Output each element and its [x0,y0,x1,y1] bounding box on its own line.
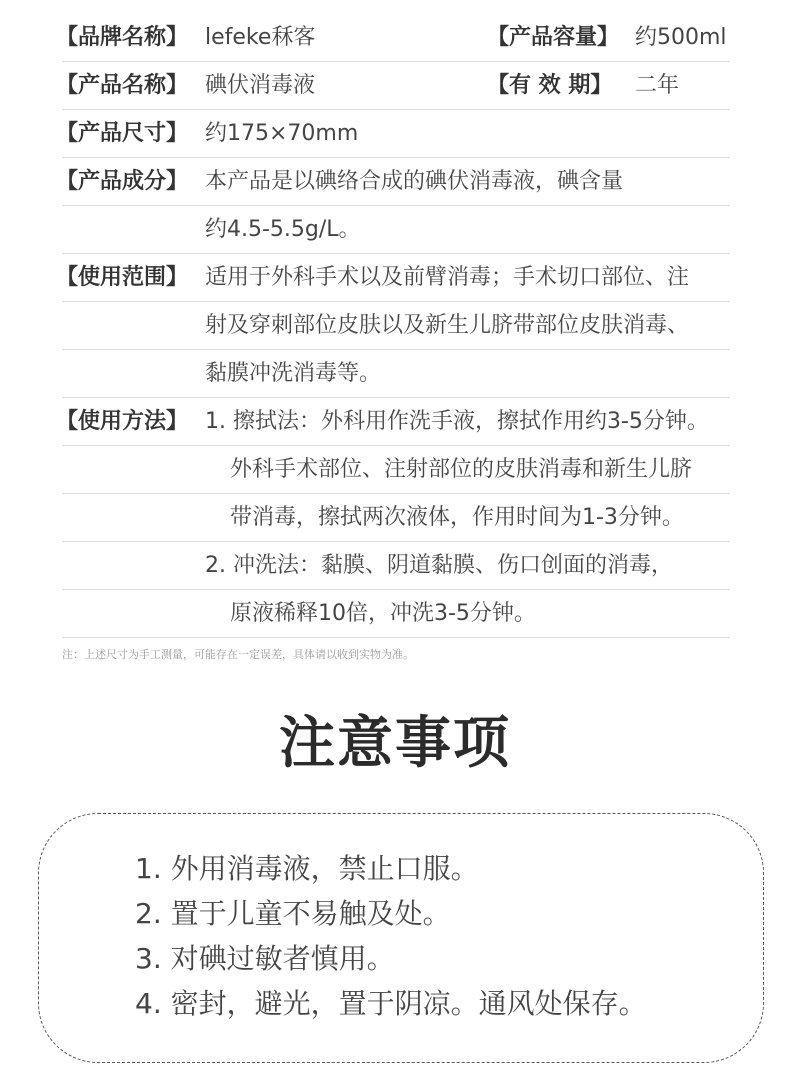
spec-row-scope-cont [62,350,730,398]
name-value: 碘伏消毒液 [205,73,316,98]
scope-line: 射及穿刺部位皮肤以及新生儿脐带部位皮肤消毒、 [205,313,690,338]
size-label: 【产品尺寸】 [56,121,189,146]
precaution-item: 3. 对碘过敏者慎用。 [135,942,395,975]
method-line: 外科手术部位、注射部位的皮肤消毒和新生儿脐 [230,457,693,482]
ingredients-line: 本产品是以碘络合成的碘伏消毒液，碘含量 [205,169,624,194]
precaution-item: 4. 密封，避光，置于阴凉。通风处保存。 [135,987,647,1020]
spec-row-brand [56,14,730,62]
product-spec-table [56,14,730,638]
spec-row-method-cont [62,542,730,590]
spec-row-scope-cont [62,302,730,350]
method-label: 【使用方法】 [56,409,189,434]
spec-row-ingredients [56,158,730,206]
precautions-list [135,846,647,1026]
method-line: 带消毒，擦拭两次液体，作用时间为1-3分钟。 [230,505,684,530]
precautions-box [38,813,764,1063]
spec-row-method-cont [62,590,730,638]
capacity-value: 约500ml [635,25,727,50]
brand-label: 【品牌名称】 [56,25,189,50]
spec-row-scope [56,254,730,302]
brand-value: lefeke秝客 [205,25,316,50]
measurement-note: 注：上述尺寸为手工测量，可能存在一定误差，具体请以收到实物为准。 [62,648,414,661]
name-label: 【产品名称】 [56,73,189,98]
size-value: 约175×70mm [205,121,359,146]
scope-line: 适用于外科手术以及前臂消毒；手术切口部位、注 [205,265,690,290]
spec-row-ingredients-cont [62,206,730,254]
precaution-item: 2. 置于儿童不易触及处。 [135,897,451,930]
method-line: 2. 冲洗法：黏膜、阴道黏膜、伤口创面的消毒， [205,553,673,578]
ingredients-line: 约4.5-5.5g/L。 [205,217,361,242]
validity-value: 二年 [635,73,680,98]
scope-label: 【使用范围】 [56,265,189,290]
spec-row-method-cont [62,494,730,542]
capacity-label: 【产品容量】 [487,25,620,50]
method-line: 1. 擦拭法：外科用作洗手液，擦拭作用约3-5分钟。 [205,409,709,434]
spec-row-method-cont [62,446,730,494]
spec-row-method [56,398,730,446]
method-line: 原液稀释10倍，冲洗3-5分钟。 [230,601,536,626]
ingredients-label: 【产品成分】 [56,169,189,194]
precautions-title: 注意事项 [279,711,511,776]
spec-row-name [56,62,730,110]
validity-label: 【有 效 期】 [487,73,613,98]
spec-row-size [56,110,730,158]
precaution-item: 1. 外用消毒液，禁止口服。 [135,852,479,885]
scope-line: 黏膜冲洗消毒等。 [205,361,382,386]
